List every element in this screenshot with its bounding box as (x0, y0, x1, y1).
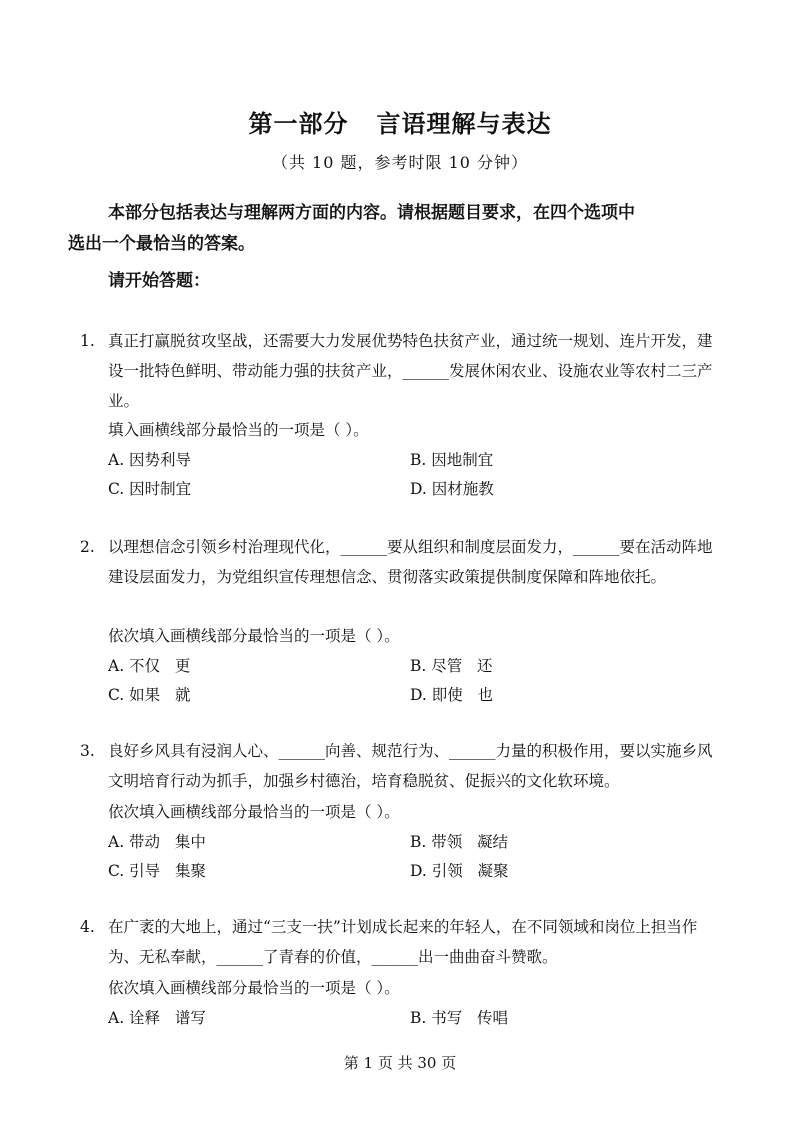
option-b[interactable]: B. 因地制宜 (410, 451, 494, 469)
option-a[interactable]: A. 诠释 谱写 (108, 1009, 206, 1027)
question-prompt: 填入画横线部分最恰当的一项是（ ）。 (108, 421, 369, 439)
option-b[interactable]: B. 带领 凝结 (410, 833, 509, 851)
question-number: 1. (80, 332, 95, 350)
option-c[interactable]: C. 如果 就 (108, 686, 191, 704)
question-stem: 真正打赢脱贫攻坚战，还需要大力发展优势特色扶贫产业，通过统一规划、连片开发，建设一批特色鲜明、带动能力强的扶贫产业，______发展休闲农业、设施农业等农村二三产业。 (108, 332, 713, 410)
question-stem: 在广袤的大地上，通过“三支一扶”计划成长起来的年轻人，在不同领域和岗位上担当作为、无私奉献，______了青春的价值，______出一曲曲奋斗赞歌。 (108, 918, 698, 966)
option-b[interactable]: B. 尽管 还 (410, 657, 493, 675)
question-stem: 良好乡风具有浸润人心、______向善、规范行为、______力量的积极作用，要以实施乡风文明培育行动为抓手，加强乡村德治，培育稳脱贫、促振兴的文化软环境。 (108, 742, 713, 790)
question-number: 3. (80, 742, 95, 760)
section-instructions (68, 198, 728, 260)
option-d[interactable]: D. 即使 也 (410, 686, 494, 704)
question-prompt: 依次填入画横线部分最恰当的一项是（ ）。 (108, 803, 400, 821)
page-footer: 第 1 页 共 30 页 (343, 1054, 457, 1072)
question-prompt: 依次填入画横线部分最恰当的一项是（ ）。 (108, 979, 400, 997)
option-c[interactable]: C. 引导 集聚 (108, 862, 206, 880)
option-c[interactable]: C. 因时制宜 (108, 480, 192, 498)
question-number: 4. (80, 918, 95, 936)
option-a[interactable]: A. 因势利导 (108, 451, 192, 469)
question-number: 2. (80, 538, 95, 556)
instructions-line-2: 选出一个最恰当的答案。 (68, 234, 255, 254)
option-d[interactable]: D. 引领 凝聚 (410, 862, 509, 880)
option-a[interactable]: A. 不仅 更 (108, 657, 191, 675)
option-d[interactable]: D. 因材施教 (410, 480, 494, 498)
option-a[interactable]: A. 带动 集中 (108, 833, 206, 851)
option-b[interactable]: B. 书写 传唱 (410, 1009, 509, 1027)
instructions-line-1: 本部分包括表达与理解两方面的内容。请根据题目要求，在四个选项中 (108, 203, 635, 223)
section-title: 第一部分 言语理解与表达 (248, 110, 552, 138)
question-prompt: 依次填入画横线部分最恰当的一项是（ ）。 (108, 627, 400, 645)
start-prompt: 请开始答题： (108, 271, 210, 291)
section-subtitle: （共 10 题，参考时限 10 分钟） (271, 153, 529, 172)
question-stem: 以理想信念引领乡村治理现代化，______要从组织和制度层面发力，______要在活动阵地建设层面发力，为党组织宣传理想信念、贯彻落实政策提供制度保障和阵地依托。 (108, 538, 713, 586)
